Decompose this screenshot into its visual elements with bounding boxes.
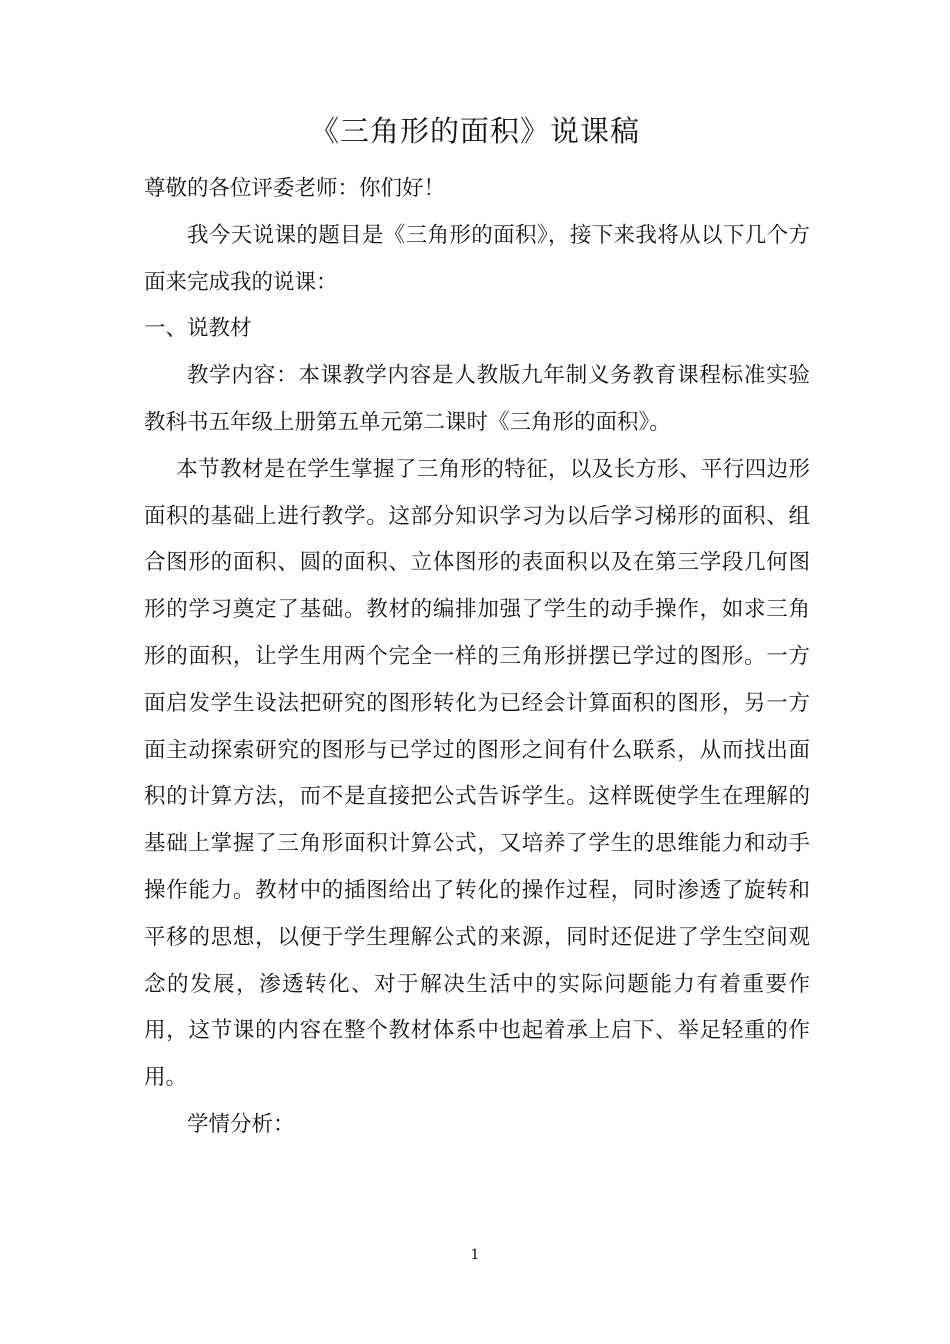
intro-paragraph: 我今天说课的题目是《三角形的面积》，接下来我将从以下几个方面来完成我的说课： [144,222,810,295]
textbook-analysis-paragraph: 本节教材是在学生掌握了三角形的特征，以及长方形、平行四边形面积的基础上进行教学。这部分知识学习为以后学习梯形的面积、组合图形的面积、圆的面积、立体图形的表面积以及在第三学段几何图形的学习奠定了基础。教材的编排加强了学生的动手操作，如求三角形的面积，让学生用两个完全一样的三角形拼摆已学过的图形。一方面启发学生设法把研究的图形转化为已经会计算面积的图形，另一方面主动探索研究的图形与已学过的图形之间有什么联系，从而找出面积的计算方法，而不是直接把公式告诉学生。这样既使学生在理解的基础上掌握了三角形面积计算公式，又培养了学生的思维能力和动手操作能力。教材中的插图给出了转化的操作过程，同时渗透了旋转和平移的思想，以便于学生理解公式的来源，同时还促进了学生空间观念的发展，渗透转化、对于解决生活中的实际问题能力有着重要作用，这节课的内容在整个教材体系中也起着承上启下、举足轻重的作用。 [144,456,810,1091]
document-body [144,166,810,1149]
document-title: 《三角形的面积》说课稿 [309,114,640,148]
page-number: 1 [470,1247,480,1263]
greeting-paragraph: 尊敬的各位评委老师：你们好！ [144,176,446,201]
teaching-content-paragraph: 教学内容：本课教学内容是人教版九年制义务教育课程标准实验教科书五年级上册第五单元第二课时《三角形的面积》。 [144,363,810,435]
student-analysis-heading: 学情分析： [187,1111,295,1137]
section-heading-textbook: 一、说教材 [144,316,252,342]
